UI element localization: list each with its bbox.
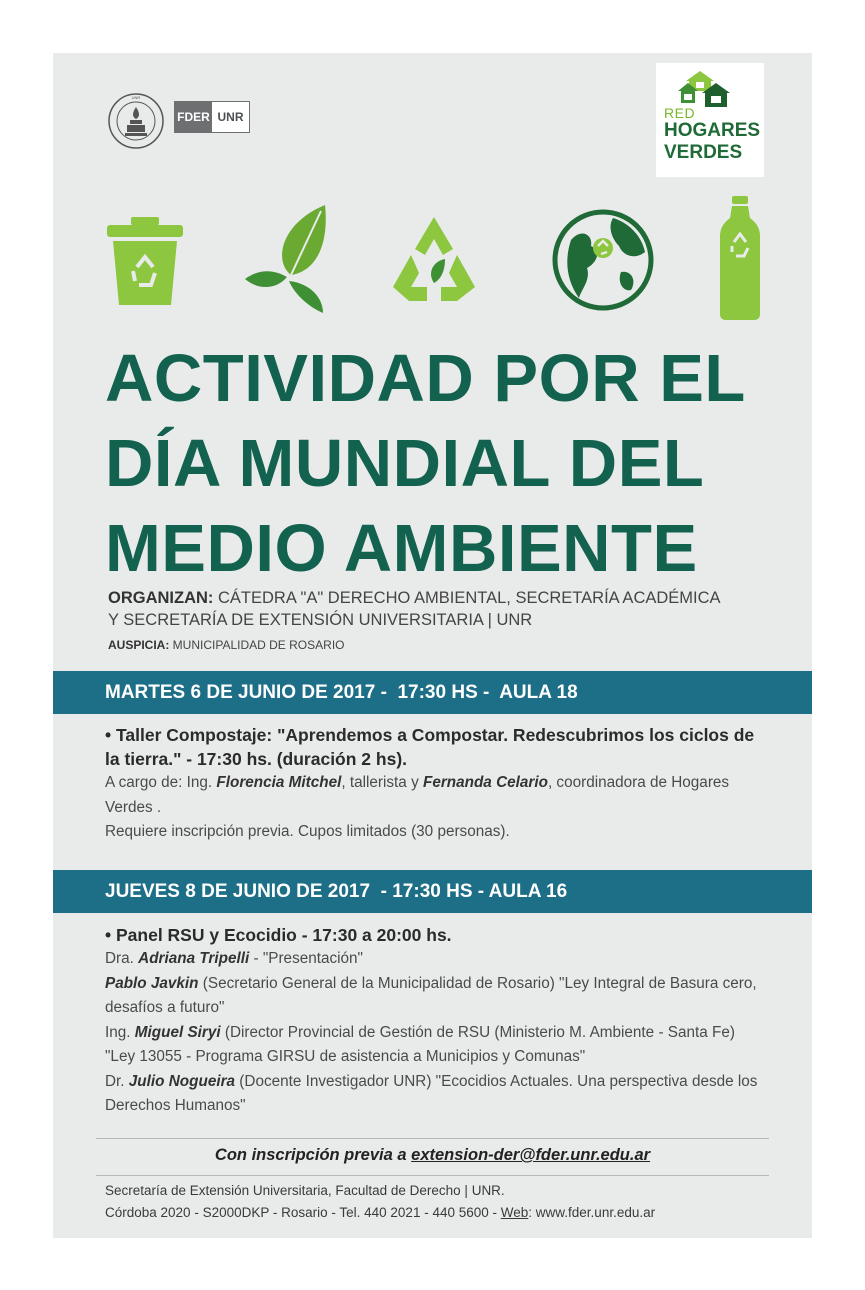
event-1-requirement: Requiere inscripción previa. Cupos limitados (30 personas).: [105, 823, 510, 840]
web-url[interactable]: : www.fder.unr.edu.ar: [528, 1205, 656, 1220]
event-1-band: MARTES 6 DE JUNIO DE 2017 - 17:30 HS - AULA 18: [53, 671, 812, 714]
svg-text:UNR: UNR: [131, 95, 141, 100]
logo-red-text: RED: [664, 105, 696, 121]
globe-recycle-icon: [551, 208, 655, 312]
leaf-icon: [243, 203, 331, 315]
event-2-details: [105, 923, 765, 1119]
organizers: [108, 587, 808, 631]
logo-verdes-text: VERDES: [664, 142, 743, 163]
houses-icon: [678, 69, 734, 109]
footer-line-1: Secretaría de Extensión Universitaria, Facultad de Derecho | UNR.: [105, 1183, 505, 1198]
fder-logo-right: UNR: [212, 102, 249, 132]
host-name-2: Fernanda Celario: [422, 774, 548, 791]
unr-seal-logo: [108, 89, 164, 153]
event-1-hosts: A cargo de: Ing. Florencia Mitchel, tallerista y Fernanda Celario, coordinadora de Hogares Verdes .: [105, 774, 730, 816]
speaker-2: Pablo Javkin (Secretario General de la Municipalidad de Rosario) "Ley Integral de Basura cero, desafíos a futuro": [105, 974, 757, 1016]
divider: [96, 1175, 769, 1176]
event-1-heading: • Taller Compostaje: "Aprendemos a Compostar. Redescubrimos los ciclos de la tierra." - 17:30 hs. (duración 2 hs).: [105, 725, 755, 769]
organizers-line-2: Y SECRETARÍA DE EXTENSIÓN UNIVERSITARIA | UNR: [108, 611, 533, 629]
poster: [53, 53, 812, 1238]
footer-line-2: Córdoba 2020 - S2000DKP - Rosario - Tel. 440 2021 - 440 5600 - Web: www.fder.unr.edu.ar: [105, 1205, 656, 1220]
speaker-1: Dra. Adriana Tripelli - "Presentación": [105, 950, 363, 967]
logo-hogares-text: HOGARES: [664, 120, 761, 141]
recycle-leaf-icon: [391, 215, 477, 305]
footer: [105, 1180, 655, 1224]
title-line-2: DÍA MUNDIAL DEL: [105, 426, 705, 501]
recycling-bin-icon: [105, 215, 185, 309]
red-hogares-verdes-logo: [656, 63, 764, 177]
event-1-details: [105, 723, 765, 845]
event-2-heading: • Panel RSU y Ecocidio - 17:30 a 20:00 hs.: [105, 925, 452, 945]
bottle-recycle-icon: [718, 196, 762, 322]
title-line-1: ACTIVIDAD POR EL: [105, 341, 746, 416]
organizers-label: ORGANIZAN:: [108, 589, 214, 607]
page-title: [105, 336, 805, 591]
speaker-4: Dr. Julio Nogueira (Docente Investigador UNR) "Ecocidios Actuales. Una perspectiva desde los Derechos Humanos": [105, 1072, 758, 1114]
divider: [96, 1138, 769, 1139]
host-name-1: Florencia Mitchel: [216, 774, 342, 791]
sponsor-name: MUNICIPALIDAD DE ROSARIO: [169, 638, 345, 652]
organizers-line-1: CÁTEDRA "A" DERECHO AMBIENTAL, SECRETARÍA ACADÉMICA: [213, 589, 721, 607]
fder-logo-left: FDER: [175, 102, 212, 132]
inscription-email-link[interactable]: extension-der@fder.unr.edu.ar: [411, 1146, 651, 1164]
inscription-note: Con inscripción previa a extension-der@fder.unr.edu.ar: [214, 1146, 651, 1164]
title-line-3: MEDIO AMBIENTE: [105, 511, 698, 586]
event-2-band: JUEVES 8 DE JUNIO DE 2017 - 17:30 HS - AULA 16: [53, 870, 812, 913]
fder-unr-logo: [174, 101, 250, 133]
sponsor: [108, 638, 344, 652]
speaker-3: Ing. Miguel Siryi (Director Provincial de Gestión de RSU (Ministerio M. Ambiente - Santa Fe) "Ley 13055 - Programa GIRSU de asistencia a Municipios y Comunas": [105, 1023, 735, 1065]
sponsor-label: AUSPICIA:: [108, 638, 170, 652]
web-label: Web: [500, 1205, 529, 1220]
